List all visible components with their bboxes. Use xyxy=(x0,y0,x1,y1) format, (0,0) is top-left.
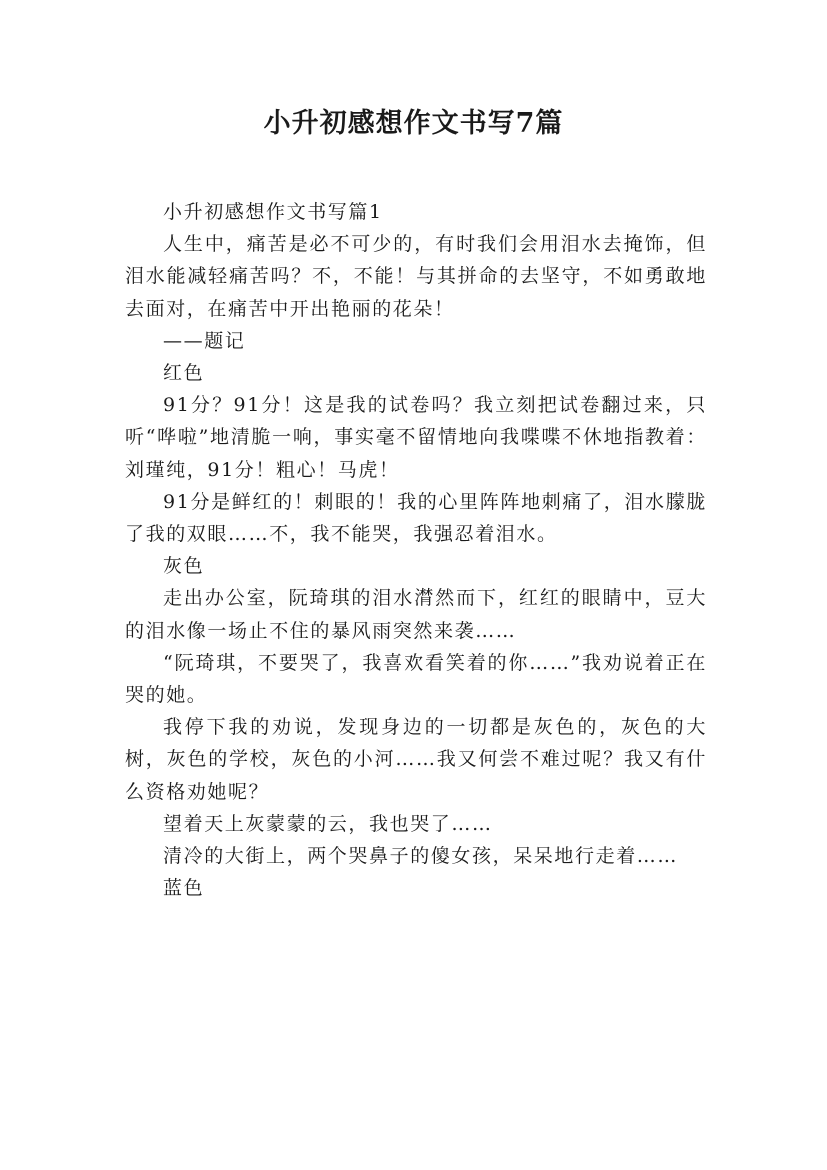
subheading-blue: 蓝色 xyxy=(163,877,205,900)
paragraph: “阮琦琪，不要哭了，我喜欢看笑着的你……”我劝说着正在哭的她。 xyxy=(125,651,707,707)
paragraph: 望着天上灰蒙蒙的云，我也哭了…… xyxy=(163,812,493,835)
paragraph: 走出办公室，阮琦琪的泪水潸然而下，红红的眼睛中，豆大的泪水像一场止不住的暴风雨突然来袭…… xyxy=(125,587,707,642)
paragraph: 我停下我的劝说，发现身边的一切都是灰色的，灰色的大树，灰色的学校，灰色的小河……我又何尝不难过呢？我又有什么资格劝她呢？ xyxy=(125,716,707,803)
paragraph: 91分是鲜红的！刺眼的！我的心里阵阵地刺痛了，泪水朦胧了我的双眼……不，我不能哭，我强忍着泪水。 xyxy=(125,490,707,546)
document-title: 小升初感想作文书写7篇 xyxy=(263,108,564,139)
paragraph: 人生中，痛苦是必不可少的，有时我们会用泪水去掩饰，但泪水能减轻痛苦吗？不，不能！与其拼命的去坚守，不如勇敢地去面对，在痛苦中开出艳丽的花朵！ xyxy=(125,233,707,320)
paragraph: 91分？91分！这是我的试卷吗？我立刻把试卷翻过来，只听“哗啦”地清脆一响，事实毫不留情地向我喋喋不休地指教着：刘瑾纯，91分！粗心！马虎！ xyxy=(125,394,707,481)
subheading-red: 红色 xyxy=(163,362,205,385)
paragraph: 清冷的大街上，两个哭鼻子的傻女孩，呆呆地行走着…… xyxy=(163,845,679,868)
document-body xyxy=(125,196,707,904)
subheading-gray: 灰色 xyxy=(163,555,205,578)
section-heading: 小升初感想作文书写篇1 xyxy=(163,201,383,223)
epigraph-attribution: ——题记 xyxy=(163,329,246,352)
